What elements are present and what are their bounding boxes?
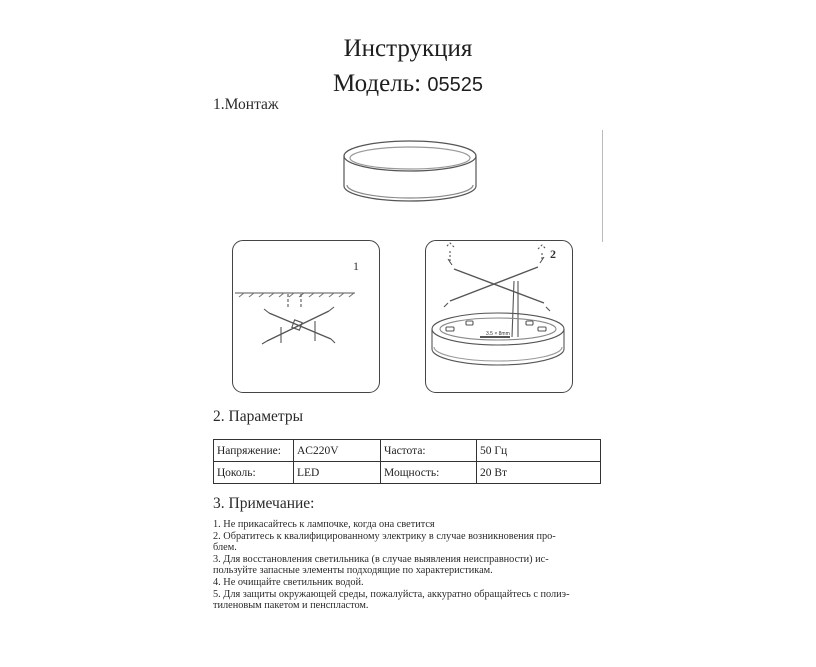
section-params-title: 2. Параметры: [213, 408, 304, 425]
note-line: пользуйте запасные элементы подходящие по характеристикам.: [213, 565, 493, 577]
table-row: [214, 462, 601, 484]
margin-line: [602, 130, 603, 242]
mount-step-2-panel: [425, 240, 573, 393]
note-line: блем.: [213, 542, 237, 554]
model-line: [0, 70, 816, 98]
table-cell: Мощность:: [381, 462, 477, 484]
screw-size-label: 3.5 × 8mm: [486, 331, 510, 337]
step-2-diagram: [426, 241, 572, 392]
table-row: [214, 440, 601, 462]
table-cell: 50 Гц: [477, 440, 601, 462]
note-line: тиленовым пакетом и пенспластом.: [213, 600, 369, 612]
lamp-body: [344, 141, 476, 201]
table-cell: AC220V: [294, 440, 381, 462]
note-line: 1. Не прикасайтесь к лампочке, когда она светится: [213, 519, 435, 530]
step-2-number: 2: [550, 247, 556, 261]
table-cell: Цоколь:: [214, 462, 294, 484]
lamp-illustration: [335, 128, 485, 218]
model-label: Модель:: [333, 70, 422, 97]
table-cell: LED: [294, 462, 381, 484]
note-line: 2. Обратитесь к квалифицированному электрику в случае возникновения про-: [213, 530, 556, 542]
step-1-diagram: [233, 241, 379, 392]
section-mount-title: 1.Монтаж: [213, 96, 279, 113]
doc-title: Инструкция: [343, 35, 473, 62]
note-line: 3. Для восстановления светильника (в случае выявления неисправности) ис-: [213, 553, 549, 565]
params-table: [213, 439, 601, 484]
section-notes-title: 3. Примечание:: [213, 495, 315, 512]
mount-step-1-panel: [232, 240, 380, 393]
note-line: 5. Для защиты окружающей среды, пожалуйста, аккуратно обращайтесь с полиэ-: [213, 588, 570, 600]
table-cell: Частота:: [381, 440, 477, 462]
table-cell: 20 Вт: [477, 462, 601, 484]
notes-list: [213, 519, 603, 612]
table-cell: Напряжение:: [214, 440, 294, 462]
model-number: 05525: [427, 74, 483, 96]
note-line: 4. Не очищайте светильник водой.: [213, 576, 364, 588]
step-1-number: 1: [353, 259, 359, 273]
